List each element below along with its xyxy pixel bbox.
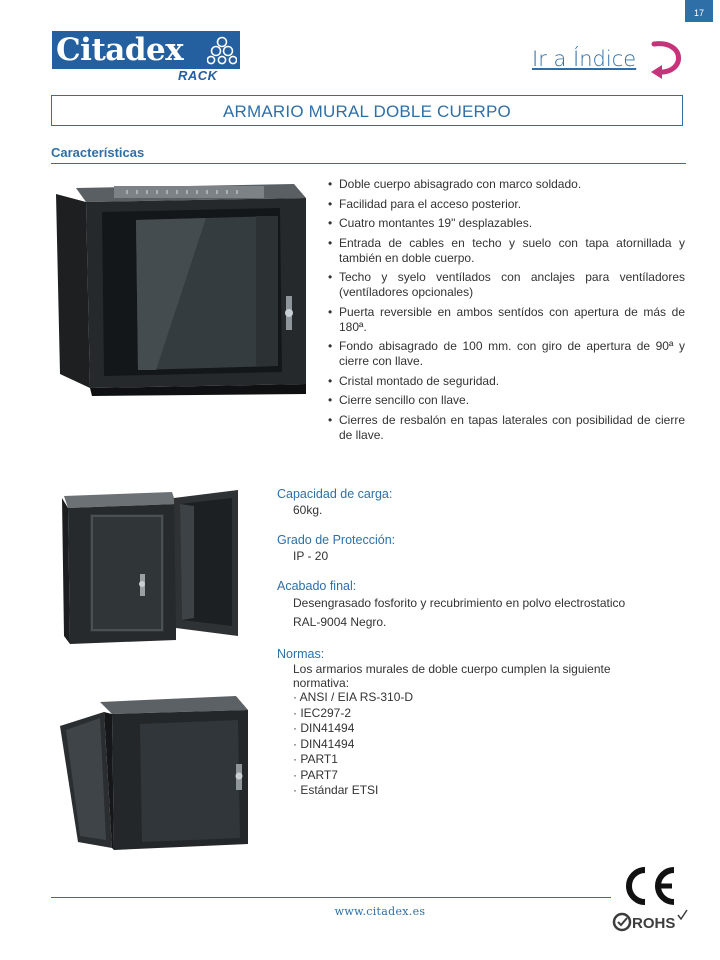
load-capacity [277, 486, 687, 518]
feature-item: • Cierres de resbalón en tapas laterales con posibilidad de cierre de llave. [327, 413, 685, 443]
feature-item: • Fondo abisagrado de 100 mm. con giro de apertura de 90ª y cierre con llave. [327, 339, 685, 369]
feature-item: • Facilidad para el acceso posterior. [327, 197, 685, 212]
page-title: ARMARIO MURAL DOBLE CUERPO [223, 102, 511, 121]
feature-item: • Cristal montado de seguridad. [327, 374, 685, 389]
norm-item: · IEC297-2 [293, 705, 352, 720]
norm-item: · DIN41494 [293, 736, 355, 751]
footer-url[interactable]: www.citadex.es [334, 905, 426, 918]
protection-label: Grado de Protección: [277, 533, 396, 547]
section-divider [51, 163, 686, 164]
page-number: 17 [685, 0, 713, 22]
rohs-mark-icon [612, 909, 688, 933]
features-heading: Características [51, 145, 145, 160]
cabinet-front-image [56, 176, 309, 396]
feature-item: • Entrada de cables en techo y suelo con tapa atornillada y también en doble cuerpo. [327, 236, 685, 266]
load-label: Capacidad de carga: [277, 487, 393, 501]
norms [277, 646, 687, 799]
feature-item: • Doble cuerpo abisagrado con marco soldado. [327, 177, 685, 192]
norm-item: · PART7 [293, 767, 338, 782]
finish [277, 578, 687, 632]
finish-value-2: RAL-9004 Negro. [293, 615, 387, 629]
title-box [51, 95, 683, 126]
feature-item: • Puerta reversible en ambos sentídos con apertura de más de 180ª. [327, 305, 685, 335]
feature-item: • Cuatro montantes 19" desplazables. [327, 216, 685, 231]
norms-intro: Los armarios murales de doble cuerpo cumplen la siguiente normativa: [293, 662, 611, 690]
logo-subtitle: RACK [178, 68, 218, 83]
logo-circles-icon [207, 35, 237, 65]
norm-item: · ANSI / EIA RS-310-D [293, 690, 414, 704]
finish-value-1: Desengrasado fosforito y recubrimiento en polvo electrostatico [293, 596, 626, 610]
footer-divider [51, 897, 611, 898]
norm-item: · Estándar ETSI [293, 783, 379, 797]
logo-box [52, 31, 240, 69]
norm-item: · DIN41494 [293, 721, 355, 735]
norm-item: · PART1 [293, 752, 338, 766]
citadex-logo [52, 31, 240, 87]
cabinet-open-rear-image [62, 488, 240, 646]
protection-grade [277, 532, 687, 564]
arrow-return-icon[interactable] [646, 38, 688, 80]
feature-item: • Techo y syelo ventílados con anclajes para ventíladores (ventíladores opcionales) [327, 270, 685, 300]
finish-label: Acabado final: [277, 579, 357, 593]
feature-item: • Cierre sencillo con llave. [327, 393, 685, 408]
features-list [327, 177, 685, 447]
index-link[interactable]: Ir a Índice [532, 47, 637, 71]
ce-mark-icon [618, 864, 680, 908]
load-value: 60kg. [293, 503, 323, 517]
norms-label: Normas: [277, 647, 325, 661]
cabinet-open-door-image [60, 692, 252, 854]
logo-text: Citadex [56, 32, 184, 68]
protection-value: IP - 20 [293, 549, 329, 563]
rohs-label: ROHS [632, 915, 676, 932]
specs-section [277, 486, 687, 813]
